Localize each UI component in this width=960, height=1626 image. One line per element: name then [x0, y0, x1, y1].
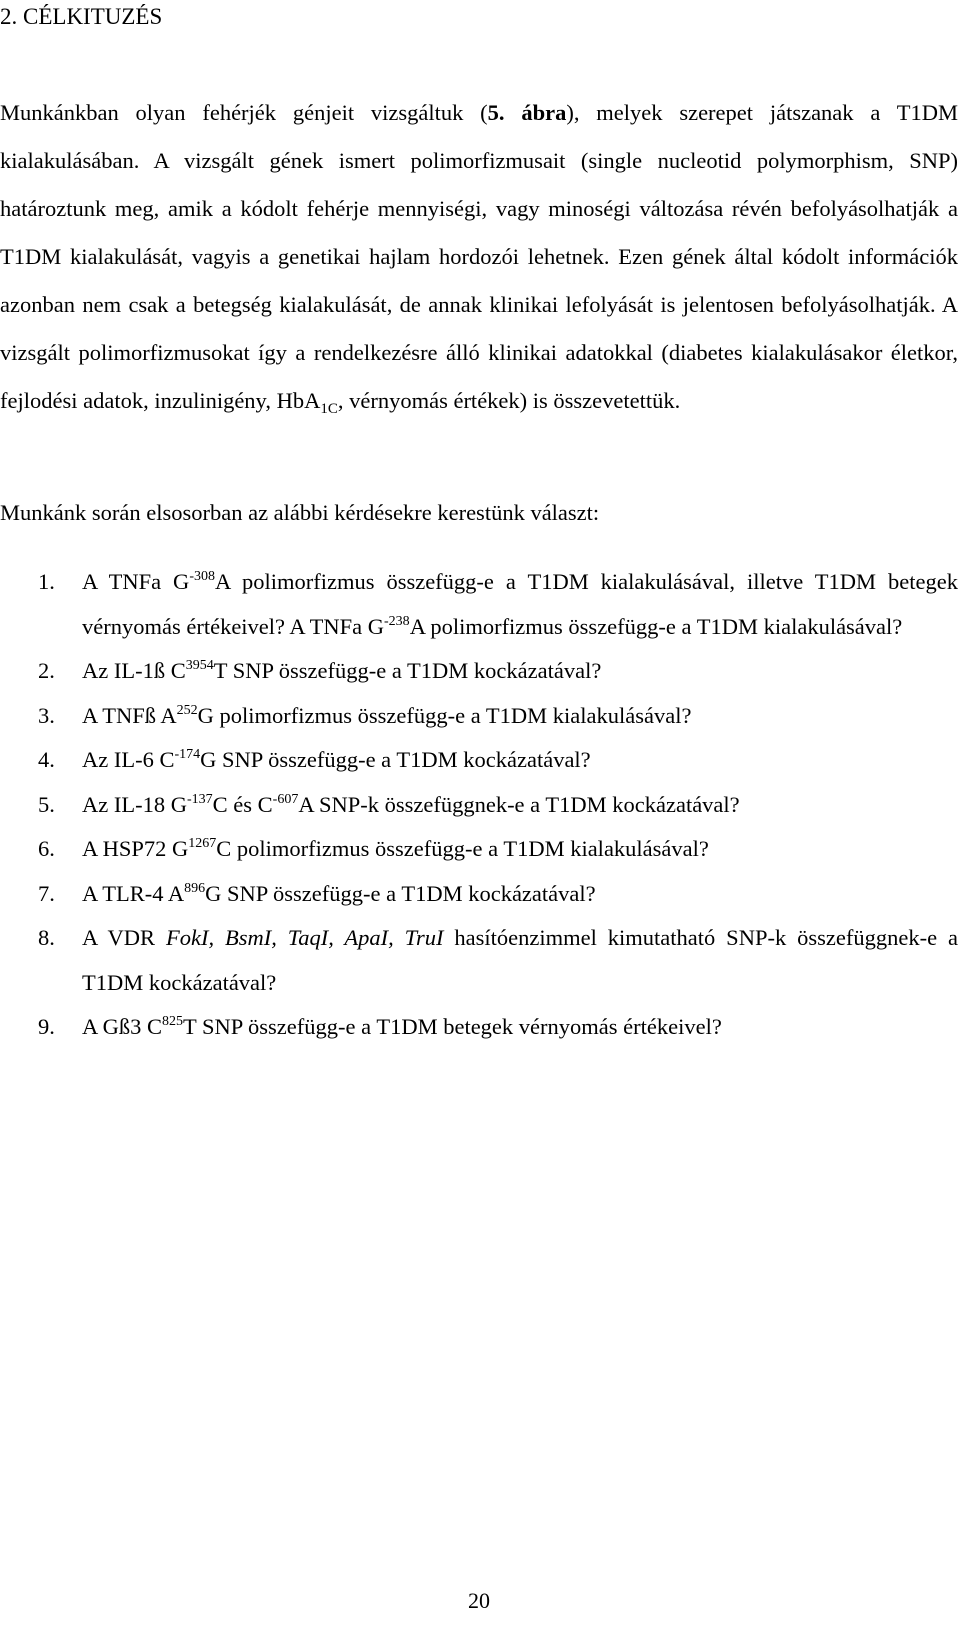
list-item: 9. A Gß3 $C^{825}T$ SNP összefügg-e a T1DM betegek vérnyomás értékeivel? — [0, 1005, 958, 1050]
item-number: 5. — [38, 791, 55, 817]
intro-text-1: Munkánkban olyan fehérjék génjeit vizsgáltuk ( — [0, 100, 488, 125]
list-item: 1. A TNFa $G^{-308}A$ polimorfizmus összefügg-e a T1DM kialakulásával, illetve T1DM betegek vérnyomás értékeivel? A TNFa $G^{-238}A$ polimorfizmus összefügg-e a T1DM kialakulásával? — [0, 560, 958, 649]
list-item: 4. Az IL-6 $C^{-174}G$ SNP összefügg-e a T1DM kockázatával? — [0, 738, 958, 783]
item-number: 8. — [38, 925, 55, 950]
figure-reference: 5. ábra — [487, 100, 567, 125]
questions-intro: Munkánk során elsosorban az alábbi kérdésekre kerestünk választ: — [0, 500, 600, 525]
item-number: 1. — [38, 569, 55, 594]
list-item: 7. A TLR-4 $A^{896}G$ SNP összefügg-e a T1DM kockázatával? — [0, 872, 958, 917]
list-item: 8. A VDR FokI, BsmI, TaqI, ApaI, TruI hasítóenzimmel kimutatható SNP-k összefüggnek-e a T1DM kockázatával? — [0, 916, 958, 1005]
page-number: 20 — [468, 1588, 490, 1613]
item-number: 6. — [38, 836, 55, 861]
item-number: 4. — [38, 747, 55, 772]
question-list — [0, 560, 958, 1050]
item-number: 3. — [38, 702, 55, 728]
list-item: 6. A HSP72 $G^{1267}C$ polimorfizmus összefügg-e a T1DM kialakulásával? — [0, 827, 958, 872]
section-heading: 2. CÉLKITUZÉS — [0, 4, 163, 29]
intro-text-2: ), melyek szerepet játszanak a T1DM kialakulásában. A vizsgált gének ismert polimorfizmusait (single nucleotid polymorphism, SNP) határoztunk meg, amik a kódolt fehérje mennyiségi, vagy minoségi változása révén befolyásolhatják a T1DM kialakulását, vagyis a genetikai hajlam hordozói lehetnek. Ezen gének által kódolt információk azonban nem csak a betegség kialakulását, de annak klinikai lefolyását is jelentosen befolyásolhatják. A vizsgált polimorfizmusokat így a rendelkezésre álló klinikai adatokkal (diabetes kialakulásakor életkor, fejlodési adatok, inzulinigény, HbA — [0, 100, 958, 413]
item-number: 2. — [38, 658, 55, 683]
enzyme-names: FokI, BsmI, TaqI, ApaI, TruI — [165, 925, 444, 950]
list-item: 2. Az IL-1ß $C^{3954}T$ SNP összefügg-e a T1DM kockázatával? — [0, 649, 958, 694]
intro-text-3: , vérnyomás értékek) is összevetettük. — [337, 388, 681, 413]
item-number: 9. — [38, 1014, 55, 1039]
hba1c-subscript: 1C — [320, 401, 338, 417]
list-item: 5. Az IL-18 $G^{-137}C$ és $C^{-607}A$ SNP-k összefüggnek-e a T1DM kockázatával? — [0, 783, 958, 828]
intro-paragraph — [0, 89, 958, 425]
list-item: 3. A TNFß $A^{252}G$ polimorfizmus összefügg-e a T1DM kialakulásával? — [0, 694, 958, 739]
item-number: 7. — [38, 880, 55, 906]
